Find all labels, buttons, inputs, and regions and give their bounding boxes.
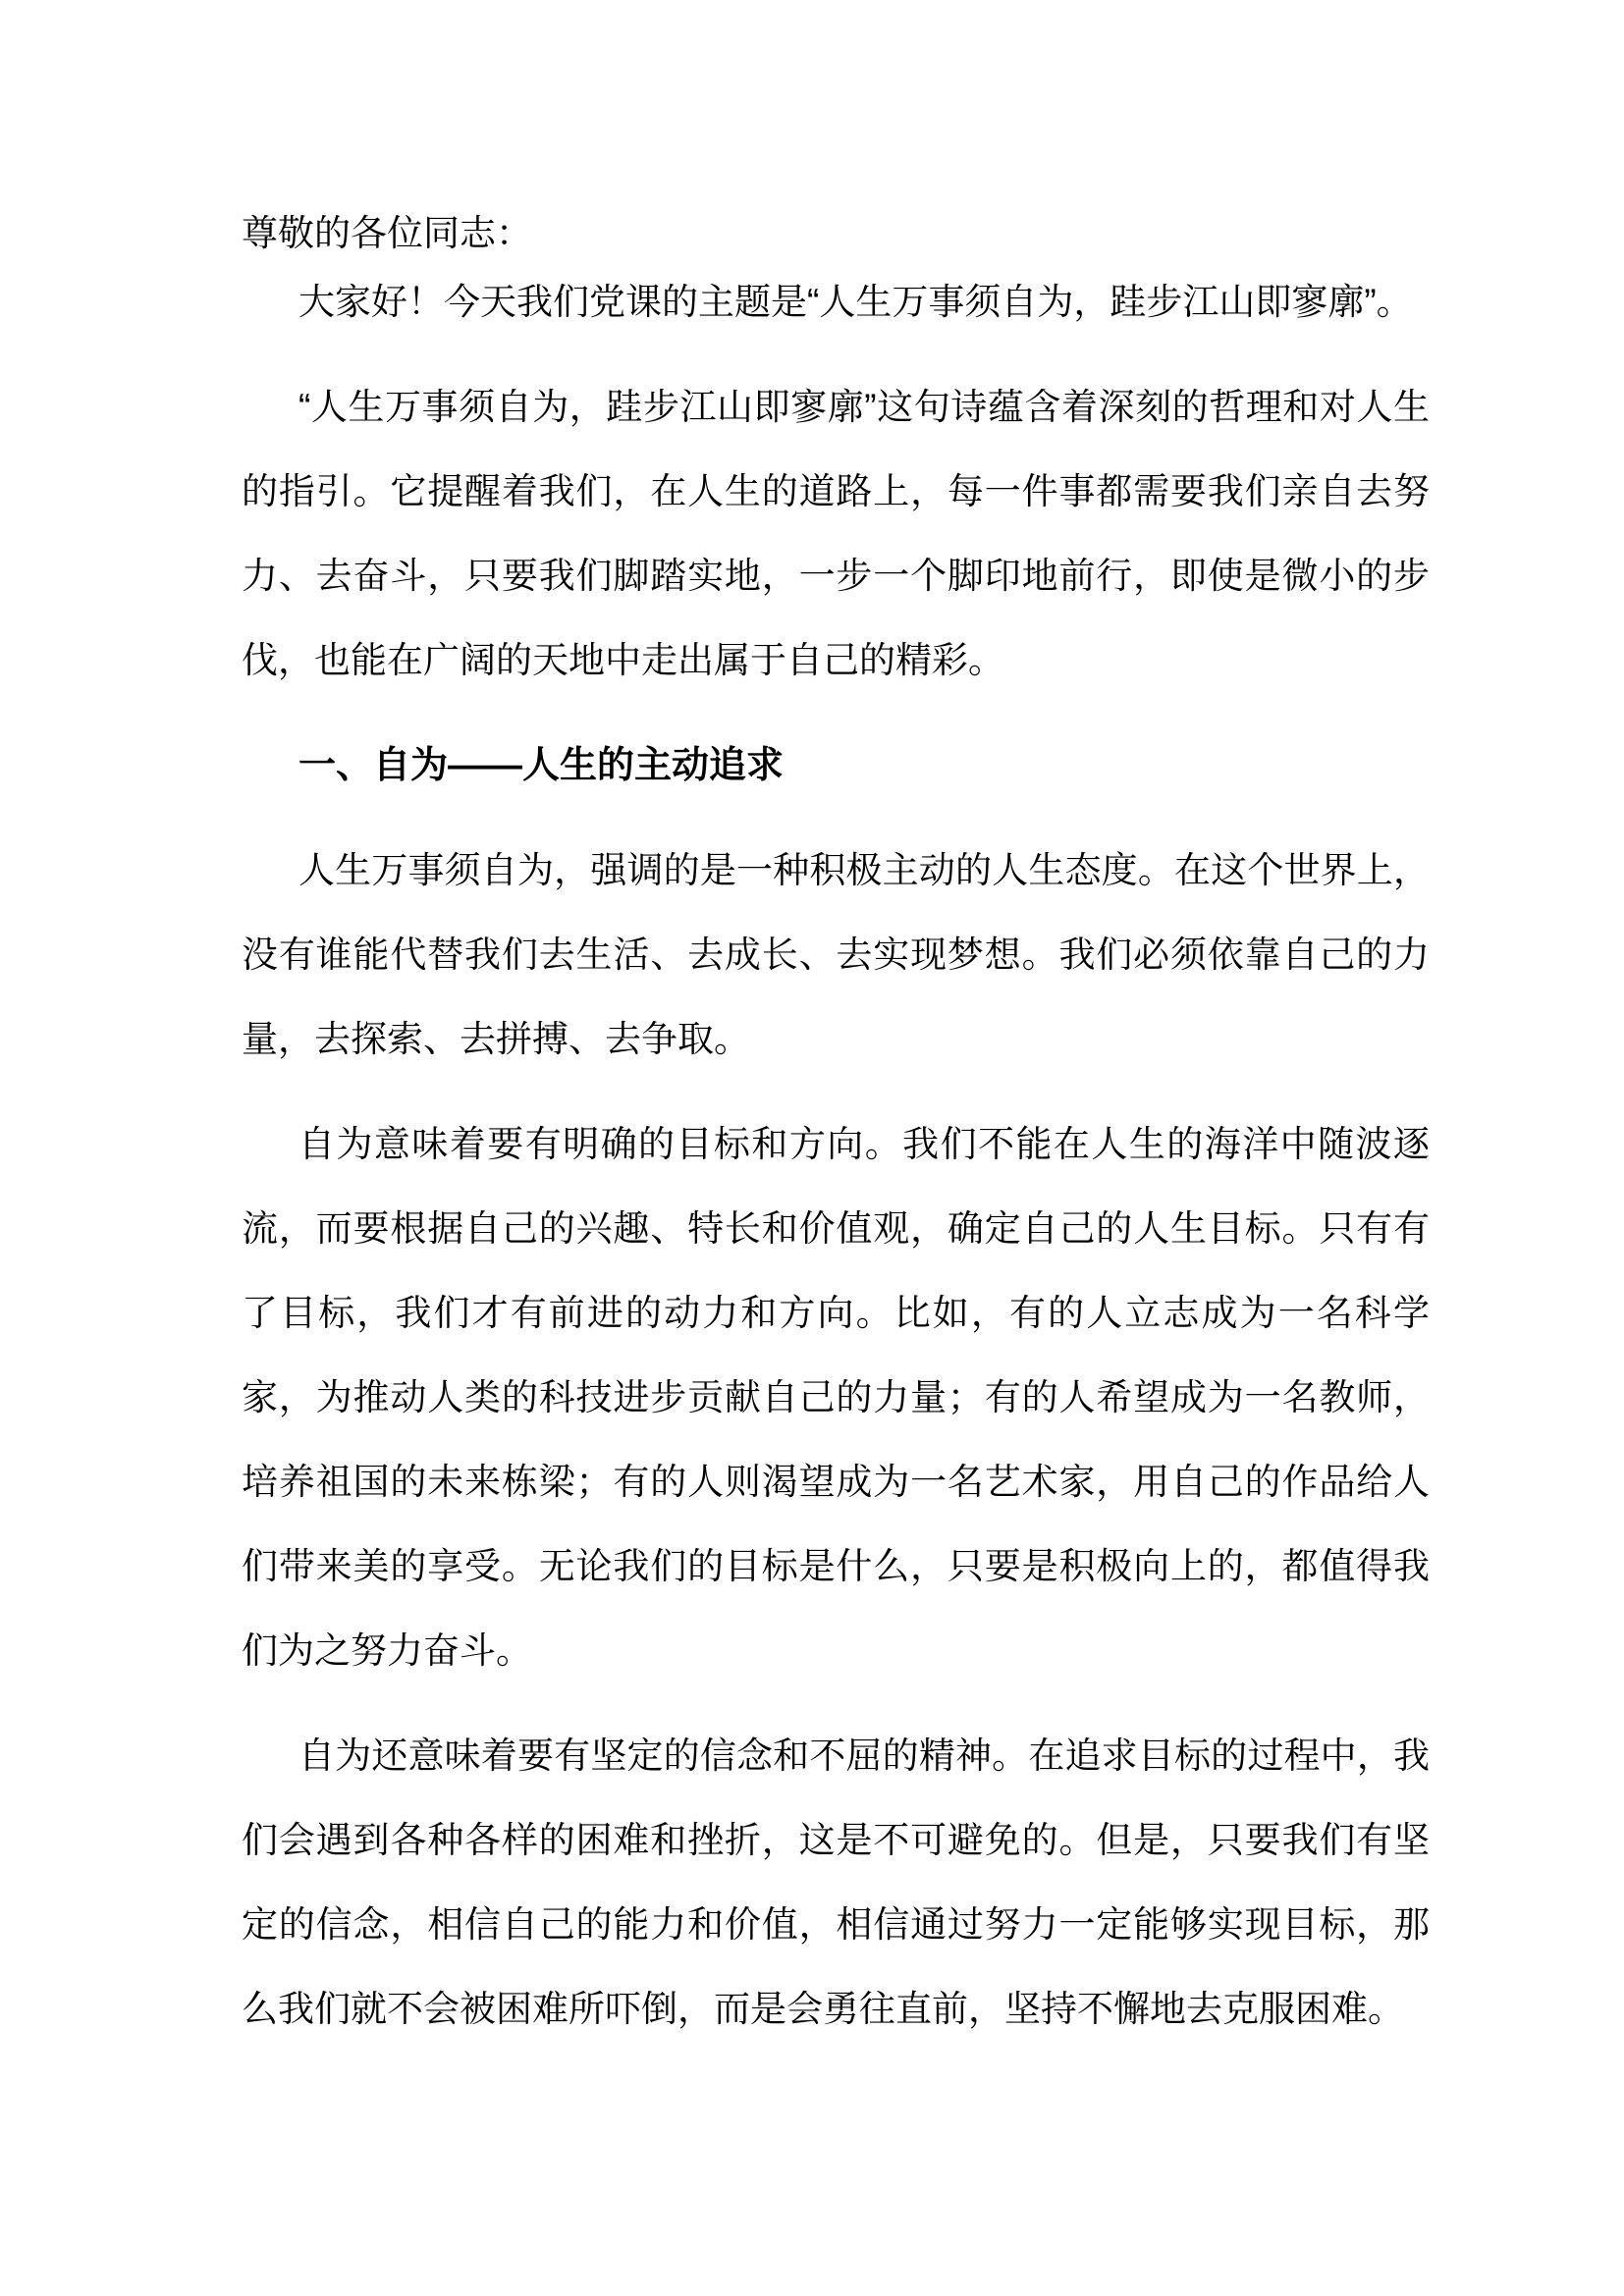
- section-1-heading: 一、自为——人生的主动追求: [298, 745, 785, 786]
- section-1-paragraph-goals: 自为意味着要有明确的目标和方向。我们不能在人生的海洋中随波逐流，而要根据自己的兴趣、特长和价值观，确定自己的人生目标。只有有了目标，我们才有前进的动力和方向。比如，有的人立志成为一名科学家，为推动人类的科技进步贡献自己的力量；有的人希望成为一名教师，培养祖国的未来栋梁；有的人则渴望成为一名艺术家，用自己的作品给人们带来美的享受。无论我们的目标是什么，只要是积极向上的，都值得我们为之努力奋斗。: [242, 1124, 1430, 1671]
- paragraph-opening: 大家好！今天我们党课的主题是“人生万事须自为，跬步江山即寥廓”。: [298, 282, 1413, 322]
- section-1-paragraph-attitude: 人生万事须自为，强调的是一种积极主动的人生态度。在这个世界上，没有谁能代替我们去生活、去成长、去实现梦想。我们必须依靠自己的力量，去探索、去拼搏、去争取。: [242, 850, 1430, 1059]
- section-1-paragraph-conviction: 自为还意味着要有坚定的信念和不屈的精神。在追求目标的过程中，我们会遇到各种各样的困难和挫折，这是不可避免的。但是，只要我们有坚定的信念，相信自己的能力和价值，相信通过努力一定能够实现目标，那么我们就不会被困难所吓倒，而是会勇往直前，坚持不懈地去克服困难。: [242, 1735, 1430, 2029]
- paragraph-theme-explanation: “人生万事须自为，跬步江山即寥廓”这句诗蕴含着深刻的哲理和对人生的指引。它提醒着我们，在人生的道路上，每一件事都需要我们亲自去努力、去奋斗，只要我们脚踏实地，一步一个脚印地前行，即使是微小的步伐，也能在广阔的天地中走出属于自己的精彩。: [242, 387, 1430, 680]
- greeting-line: 尊敬的各位同志：: [242, 214, 532, 254]
